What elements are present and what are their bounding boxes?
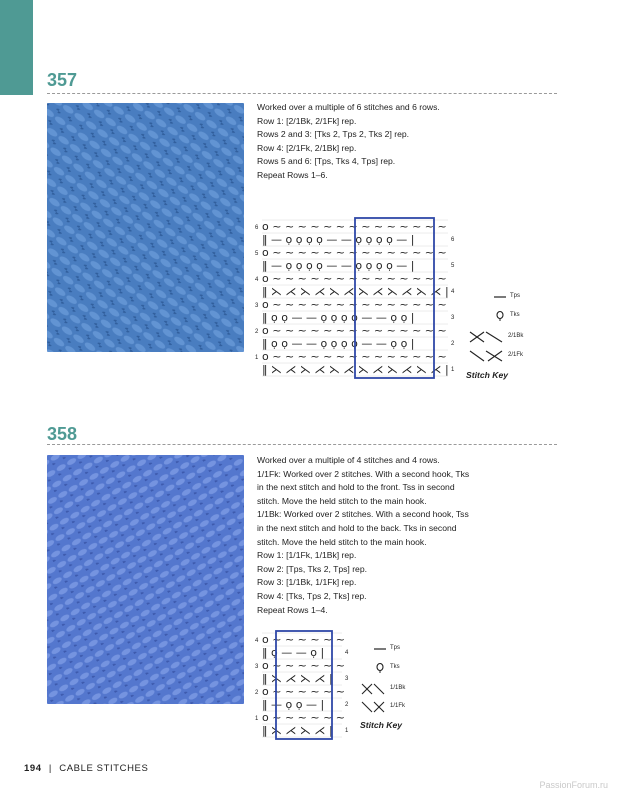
chart-row-number: 2 [451, 341, 455, 347]
svg-text:‖ ọ ọ — — ọ ọ ọ ọ — — ọ ọ |: ‖ ọ ọ — — ọ ọ ọ ọ — — ọ ọ | [262, 337, 415, 350]
stitch-key-358 [360, 642, 470, 742]
instruction-line: Worked over a multiple of 4 stitches and 4 rows. [257, 455, 440, 465]
dash-icon [490, 292, 510, 302]
svg-text:o ~ ~ ~ ~ ~ ~: o ~ ~ ~ ~ ~ ~ [262, 711, 346, 724]
svg-text:o ~ ~ ~ ~ ~ ~: o ~ ~ ~ ~ ~ ~ [262, 633, 346, 646]
chart-row-number: 3 [345, 676, 349, 682]
instruction-line: 1/1Bk: Worked over 2 stitches. With a second hook, Tss [257, 509, 469, 520]
dash-icon [370, 644, 390, 654]
instruction-line: Repeat Rows 1–6. [257, 169, 328, 180]
instruction-line: in the next stitch and hold to the front. Tss in second [257, 482, 455, 493]
section-name: CABLE STITCHES [59, 763, 149, 774]
svg-text:o ~ ~ ~ ~ ~ ~: o ~ ~ ~ ~ ~ ~ [262, 659, 346, 672]
chart-row-number: 3 [255, 664, 259, 670]
cross-back-icon [360, 682, 386, 696]
instructions-357 [257, 101, 487, 183]
stitch-chart-357 [252, 212, 462, 382]
chart-row-number: 5 [255, 251, 259, 257]
instructions-358 [257, 454, 487, 617]
svg-text:‖ — ọ ọ ọ ọ — — ọ ọ ọ ọ — |: ‖ — ọ ọ ọ ọ — — ọ ọ ọ ọ — | [262, 259, 415, 272]
svg-text:o ~ ~ ~ ~ ~ ~ ~ ~ ~ ~ ~ ~ ~ ~: o ~ ~ ~ ~ ~ ~ ~ ~ ~ ~ ~ ~ ~ ~ [262, 272, 447, 285]
pattern-number-358: 358 [47, 424, 78, 444]
cross-front-icon [360, 700, 386, 714]
section-divider [47, 444, 557, 445]
stitch-key-357 [464, 290, 564, 390]
key-label: Tks [510, 312, 520, 318]
svg-text:o ~ ~ ~ ~ ~ ~: o ~ ~ ~ ~ ~ ~ [262, 685, 346, 698]
instruction-line: Repeat Rows 1–4. [257, 604, 328, 615]
chart-row-number: 4 [255, 638, 259, 644]
loop-icon [490, 310, 510, 322]
key-label: 1/1Fk [390, 703, 406, 709]
chart-row-number: 6 [255, 225, 259, 231]
chart-row-number: 5 [451, 263, 455, 269]
chart-row-number: 4 [451, 289, 455, 295]
svg-text:‖ ⋋ ⋌ ⋋ ⋌ ⋋ ⋌ ⋋ ⋌ ⋋ ⋌ ⋋ ⋌ |: ‖ ⋋ ⋌ ⋋ ⋌ ⋋ ⋌ ⋋ ⋌ ⋋ ⋌ ⋋ ⋌ | [262, 285, 449, 298]
footer-separator: | [48, 763, 52, 774]
page-number: 194 [24, 763, 42, 774]
chart-row-number: 1 [451, 367, 455, 373]
svg-text:‖ — ọ ọ — |: ‖ — ọ ọ — | [262, 698, 325, 711]
swatch-photo-358 [47, 455, 244, 704]
chart-row-number: 2 [345, 702, 349, 708]
cross-front-icon [466, 349, 506, 363]
instruction-line: in the next stitch and hold to the back. Tks in second [257, 522, 457, 533]
pattern-number-357: 357 [47, 70, 78, 90]
cross-back-icon [466, 330, 506, 344]
svg-text:‖ ọ — — ọ |: ‖ ọ — — ọ | [262, 646, 325, 659]
instruction-line: Row 1: [1/1Fk, 1/1Bk] rep. [257, 550, 357, 561]
section-tab [0, 0, 33, 95]
key-label: 2/1Fk [508, 352, 524, 358]
watermark: PassionForum.ru [539, 780, 608, 790]
key-label: Tks [390, 664, 400, 670]
chart-row-number: 1 [255, 355, 259, 361]
chart-row-number: 4 [345, 650, 349, 656]
instruction-line: stitch. Move the held stitch to the main hook. [257, 536, 427, 547]
svg-text:o ~ ~ ~ ~ ~ ~ ~ ~ ~ ~ ~ ~ ~ ~: o ~ ~ ~ ~ ~ ~ ~ ~ ~ ~ ~ ~ ~ ~ [262, 298, 447, 311]
instruction-line: Row 4: [Tks, Tps 2, Tks] rep. [257, 590, 367, 601]
chart-row-number: 6 [451, 237, 455, 243]
key-label: Tps [390, 645, 401, 651]
instruction-line: Row 1: [2/1Bk, 2/1Fk] rep. [257, 115, 357, 126]
svg-text:‖ — ọ ọ ọ ọ — — ọ ọ ọ ọ — |: ‖ — ọ ọ ọ ọ — — ọ ọ ọ ọ — | [262, 233, 415, 246]
svg-text:o ~ ~ ~ ~ ~ ~ ~ ~ ~ ~ ~ ~ ~ ~: o ~ ~ ~ ~ ~ ~ ~ ~ ~ ~ ~ ~ ~ ~ [262, 350, 447, 363]
instruction-line: stitch. Move the held stitch to the main hook. [257, 495, 427, 506]
chart-row-number: 3 [451, 315, 455, 321]
stitch-key-title: Stitch Key [360, 720, 403, 730]
svg-text:o ~ ~ ~ ~ ~ ~ ~ ~ ~ ~ ~ ~ ~ ~: o ~ ~ ~ ~ ~ ~ ~ ~ ~ ~ ~ ~ ~ ~ [262, 220, 447, 233]
loop-icon [370, 662, 390, 674]
svg-text:o ~ ~ ~ ~ ~ ~ ~ ~ ~ ~ ~ ~ ~ ~: o ~ ~ ~ ~ ~ ~ ~ ~ ~ ~ ~ ~ ~ ~ [262, 324, 447, 337]
key-label: 1/1Bk [390, 685, 406, 691]
svg-text:‖ ⋋ ⋌ ⋋ ⋌ |: ‖ ⋋ ⋌ ⋋ ⋌ | [262, 672, 333, 685]
svg-text:‖ ⋋ ⋌ ⋋ ⋌ ⋋ ⋌ ⋋ ⋌ ⋋ ⋌ ⋋ ⋌ |: ‖ ⋋ ⋌ ⋋ ⋌ ⋋ ⋌ ⋋ ⋌ ⋋ ⋌ ⋋ ⋌ | [262, 363, 449, 376]
chart-row-number: 2 [255, 690, 259, 696]
chart-row-number: 1 [345, 728, 349, 734]
stitch-chart-358 [252, 627, 362, 745]
svg-text:o ~ ~ ~ ~ ~ ~ ~ ~ ~ ~ ~ ~ ~ ~: o ~ ~ ~ ~ ~ ~ ~ ~ ~ ~ ~ ~ ~ ~ [262, 246, 447, 259]
swatch-photo-357 [47, 103, 244, 352]
instruction-line: Row 3: [1/1Bk, 1/1Fk] rep. [257, 577, 357, 588]
page-footer [24, 763, 148, 774]
key-label: 2/1Bk [508, 333, 524, 339]
stitch-key-title: Stitch Key [466, 370, 509, 380]
instruction-line: Rows 5 and 6: [Tps, Tks 4, Tps] rep. [257, 156, 396, 167]
key-label: Tps [510, 293, 521, 299]
chart-row-number: 2 [255, 329, 259, 335]
instruction-line: Worked over a multiple of 6 stitches and 6 rows. [257, 102, 440, 112]
svg-text:‖ ọ ọ — — ọ ọ ọ ọ — — ọ ọ |: ‖ ọ ọ — — ọ ọ ọ ọ — — ọ ọ | [262, 311, 415, 324]
instruction-line: Row 2: [Tps, Tks 2, Tps] rep. [257, 563, 368, 574]
svg-text:‖ ⋋ ⋌ ⋋ ⋌ |: ‖ ⋋ ⋌ ⋋ ⋌ | [262, 724, 333, 737]
instruction-line: 1/1Fk: Worked over 2 stitches. With a second hook, Tks [257, 468, 470, 479]
instruction-line: Row 4: [2/1Fk, 2/1Bk] rep. [257, 142, 357, 153]
instruction-line: Rows 2 and 3: [Tks 2, Tps 2, Tks 2] rep. [257, 129, 410, 140]
chart-row-number: 1 [255, 716, 259, 722]
chart-row-number: 3 [255, 303, 259, 309]
section-divider [47, 93, 557, 94]
chart-row-number: 4 [255, 277, 259, 283]
